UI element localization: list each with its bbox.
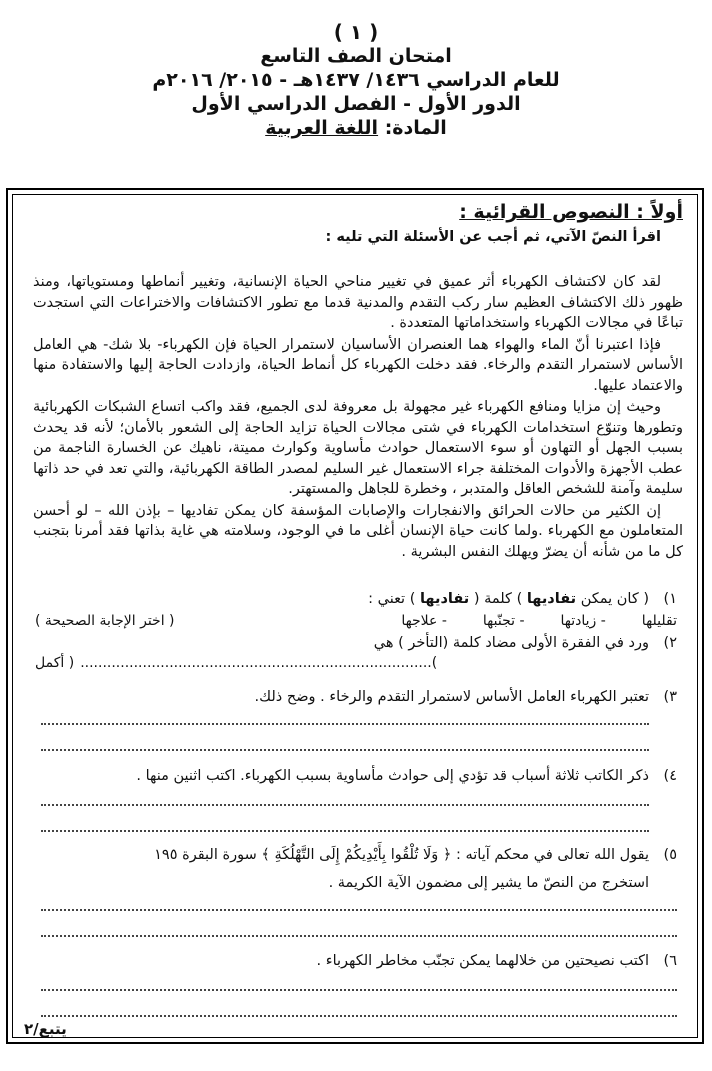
target-word: تفاديها — [526, 591, 577, 607]
exam-header — [0, 20, 712, 140]
question-number: ٤) — [663, 768, 677, 784]
passage-paragraph: لقد كان لاكتشاف الكهرباء أثر عميق في تغيير مناحي الحياة الإنسانية، وتغيير أنماطها ومستوياتها، ومنذ ظهور ذلك الاكتشاف العظيم سار ركب التقدم والمدنية قدما مع تطور الاكتشافات والاختراعات التي استجدت تباعًا في مجالات الكهرباء واستخداماتها المتعددة . — [33, 274, 683, 331]
option-2[interactable]: - زيادتها — [560, 613, 606, 629]
question-6: ٦) اكتب نصيحتين من خلالهما يمكن تجنّب مخاطر الكهرباء . — [35, 953, 677, 1017]
question-4: ٤) ذكر الكاتب ثلاثة أسباب قد تؤدي إلى حوادث مأساوية بسبب الكهرباء. اكتب اثنين منها . — [35, 768, 677, 832]
exam-frame — [6, 188, 704, 1044]
quran-verse: ﴿ وَلَا تُلْقُوا بِأَيْدِيكُمْ إِلَى التَّهْلُكَةِ ﴾ — [261, 847, 452, 863]
question-number: ٦) — [663, 953, 677, 969]
answer-line[interactable] — [41, 749, 649, 751]
question-1: ١) ( كان يمكن تفاديها ) كلمة ( تفاديها ) تعني : تقليلها - زيادتها - تجنّبها - علاجها ( اختر الإجابة الصحيحة ) — [35, 591, 677, 629]
option-4[interactable]: - علاجها — [401, 613, 447, 629]
answer-line[interactable] — [41, 1015, 677, 1017]
academic-year: للعام الدراسي ١٤٣٦/ ١٤٣٧هـ - ٢٠١٥/ ٢٠١٦م — [152, 69, 560, 91]
passage-paragraph: فإذا اعتبرنا أنّ الماء والهواء هما العنصران الأساسيان لاستمرار الحياة فإن الكهرباء- بلا شك- هي العامل الأساس لاستمرار التقدم والرخاء. فقد دخلت الكهرباء كل أنماط الحياة، وازدادت الحاجة إليها والاستفادة منها والاعتماد عليها. — [33, 336, 683, 394]
subject-line — [0, 116, 712, 140]
answer-line[interactable] — [41, 830, 649, 832]
passage-paragraph: إن الكثير من حالات الحرائق والانفجارات والإصابات المؤسفة كان يمكن تفاديها – بإذن الله – لو أحسن المتعاملون مع الكهرباء .ولما كانت حياة الإنسان أغلى ما في الوجود، وسلامته هي غاية بذاتها فقد أمرنا بتجنب كل ما من شأنه أن يضرّ ويهلك النفس البشرية . — [33, 502, 683, 560]
instruction-hint: ( اختر الإجابة الصحيحة ) — [35, 613, 175, 629]
question-5-task: استخرج من النصّ ما يشير إلى مضمون الآية الكريمة . — [328, 875, 649, 891]
instruction-hint: أكمل ) — [35, 655, 75, 671]
answer-line[interactable] — [41, 804, 649, 806]
page-number: ( ١ ) — [333, 20, 379, 44]
question-number: ٥) — [663, 847, 677, 863]
question-3: ٣) تعتبر الكهرباء العامل الأساس لاستمرار التقدم والرخاء . وضح ذلك. — [35, 689, 677, 751]
question-number: ٢) — [663, 635, 677, 651]
continue-note: يتبع/٢ — [24, 1020, 67, 1038]
option-3[interactable]: - تجنّبها — [482, 613, 525, 629]
exam-content — [33, 201, 683, 562]
answer-line[interactable] — [41, 909, 677, 911]
verse-reference: سورة البقرة ١٩٥ — [154, 847, 257, 863]
answer-blank[interactable]: ...............................................................................( — [80, 655, 438, 671]
target-word: تفاديها — [419, 591, 470, 607]
subject-value: اللغة العربية — [265, 117, 379, 139]
exam-round: الدور الأول - الفصل الدراسي الأول — [191, 93, 521, 115]
question-2: ٢) ورد في الفقرة الأولى مضاد كلمة (التأخر ) هي أكمل ) ...............................................................................( — [35, 635, 677, 671]
subject-label: المادة: — [384, 117, 447, 139]
exam-title: امتحان الصف التاسع — [260, 45, 452, 67]
reading-instruction: اقرأ النصّ الآتي، ثم أجب عن الأسئلة التي تليه : — [325, 229, 661, 245]
section-heading: أولاً : النصوص القرائية : — [459, 201, 683, 223]
exam-inner-frame — [12, 194, 698, 1038]
question-number: ٣) — [663, 689, 677, 705]
option-1[interactable]: تقليلها — [641, 613, 677, 629]
question-number: ١) — [663, 591, 677, 607]
answer-line[interactable] — [41, 723, 649, 725]
answer-options — [35, 613, 677, 629]
passage-paragraph: وحيث إن مزايا ومنافع الكهرباء غير مجهولة بل معروفة لدى الجميع، فقد واكب اتساع الشبكات الكهربائية وتطورها وتنوّع استخدامات الكهرباء في شتى مجالات الحياة تزايد الحاجة إلى الشعور بالأمان؛ لأنه قد يحدث بسبب الجهل أو التهاون أو سوء الاستعمال حوادث مأساوية وكوارث مميتة، ناهيك عن الخسارة الناجمة من عطب الأجهزة والأدوات المختلفة جراء الاستعمال غير السليم لمصدر الطاقة الكهربائية، والتي تعد في حد ذاتها سليمة وآمنة للشخص العاقل والمتدبر ، وخطرة للجاهل والمستهتر. — [33, 399, 683, 497]
answer-line[interactable] — [41, 935, 677, 937]
answer-line[interactable] — [41, 989, 677, 991]
question-5: ٥) يقول الله تعالى في محكم آياته : ﴿ وَلَا تُلْقُوا بِأَيْدِيكُمْ إِلَى التَّهْلُكَةِ ﴾ سورة البقرة ١٩٥ استخرج من النصّ ما يشير إلى مضمون الآية الكريمة . — [35, 847, 677, 937]
